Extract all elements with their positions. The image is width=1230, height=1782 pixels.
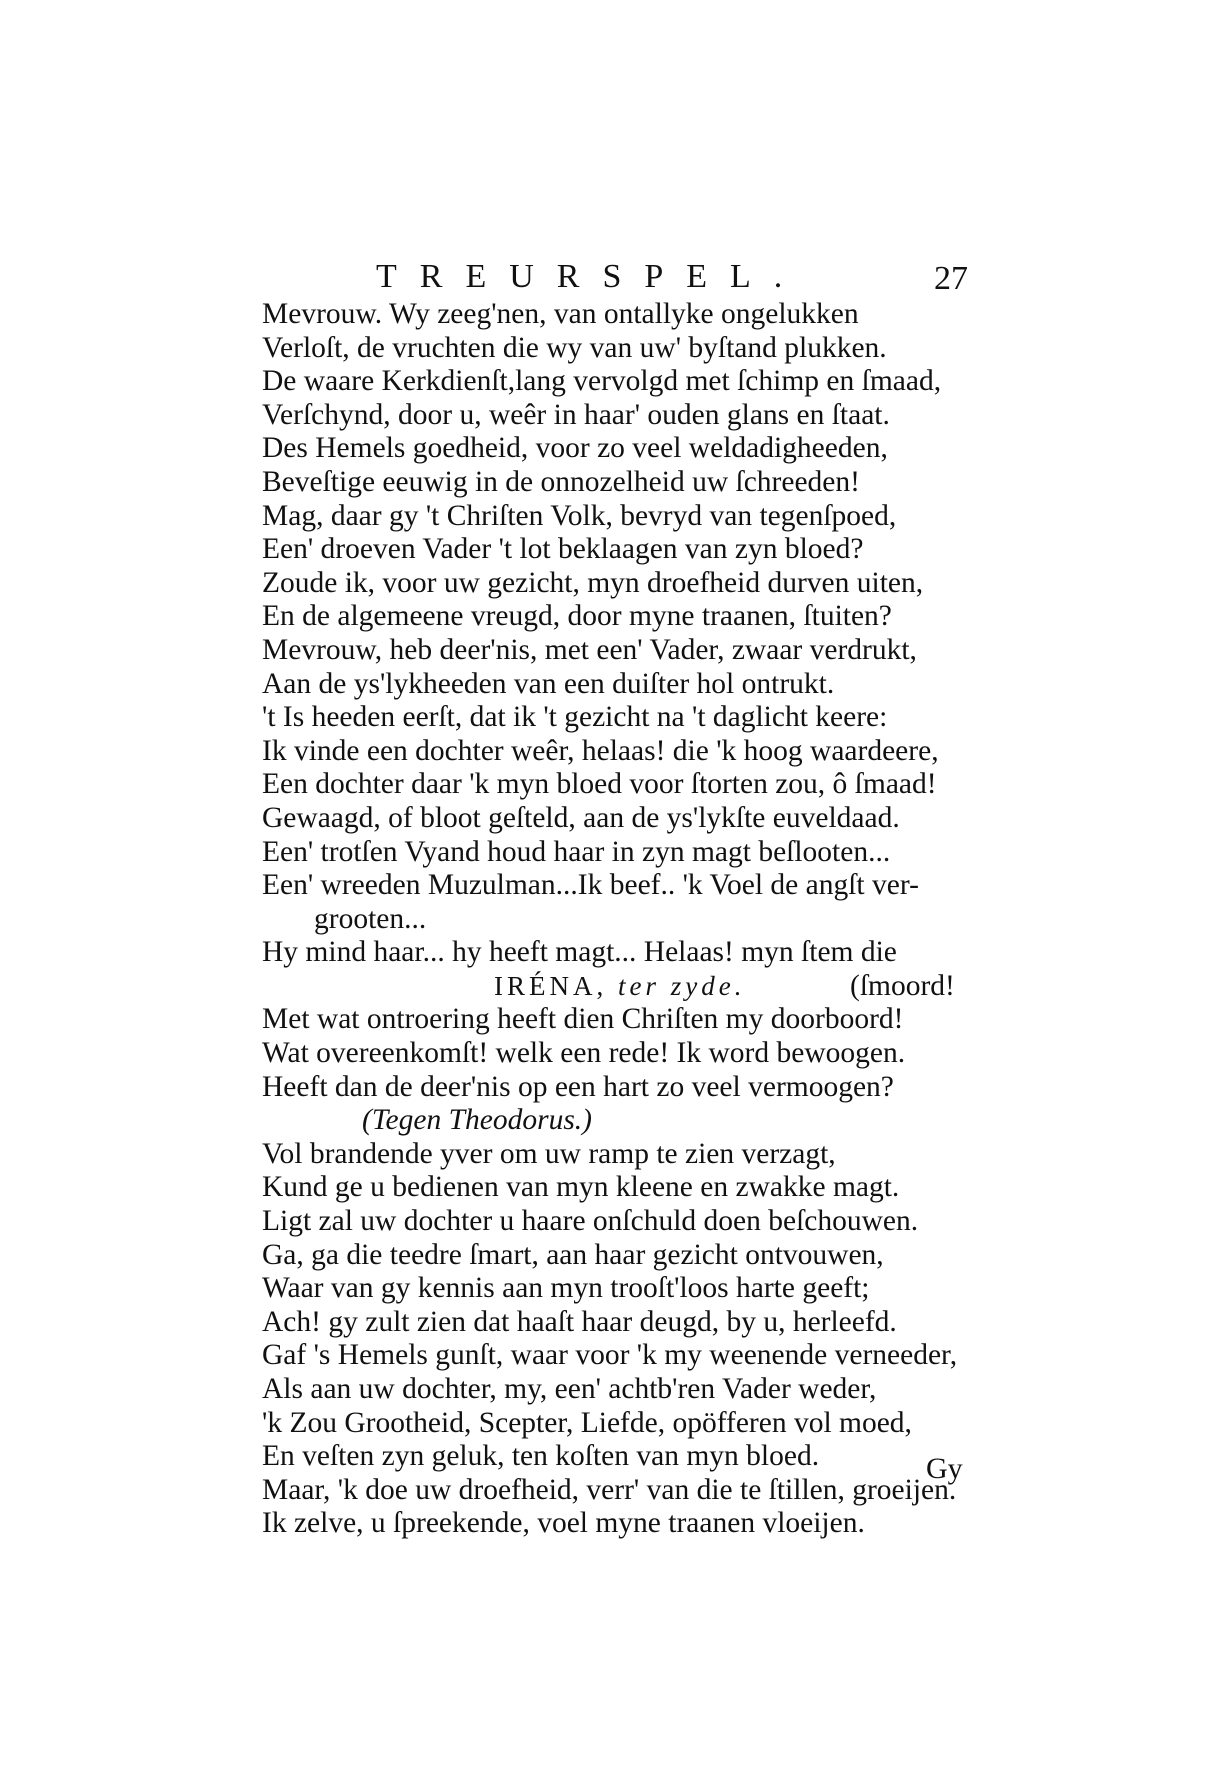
verse-line: Maar, 'k doe uw droefheid, verr' van die te ſtillen, groeijen. <box>262 1473 957 1506</box>
verse-line: Een dochter daar 'k myn bloed voor ſtorten zou, ô ſmaad! <box>262 768 937 801</box>
verse-line: Mevrouw. Wy zeeg'nen, van ontallyke ongelukken <box>262 298 859 330</box>
verse-line: 'k Zou Grootheid, Scepter, Liefde, opöfferen vol moed, <box>262 1406 912 1439</box>
verse-line: Een' trotſen Vyand houd haar in zyn magt beſlooten... <box>262 835 891 868</box>
stage-direction: (Tegen Theodorus.) <box>362 1104 592 1137</box>
catchword: Gy <box>926 1452 963 1485</box>
verse-line: Beveſtige eeuwig in de onnozelheid uw ſchreeden! <box>262 465 860 498</box>
verse-text <box>262 298 982 1541</box>
verse-line: Mevrouw, heb deer'nis, met een' Vader, zwaar verdrukt, <box>262 633 917 666</box>
verse-line: Ik vinde een dochter weêr, helaas! die 'k hoog waardeere, <box>262 734 939 767</box>
running-title: TREURSPEL. <box>376 258 806 295</box>
verse-line: Mag, daar gy 't Chriſten Volk, bevryd van tegenſpoed, <box>262 499 897 532</box>
verse-line: Ligt zal uw dochter u haare onſchuld doen beſchouwen. <box>262 1205 919 1238</box>
verse-line: En de algemeene vreugd, door myne traanen, ſtuiten? <box>262 600 892 633</box>
verse-line: Heeft dan de deer'nis op een hart zo veel vermoogen? <box>262 1070 894 1103</box>
speaker-line <box>262 970 982 1004</box>
verse-line: Waar van gy kennis aan myn trooſt'loos harte geeft; <box>262 1272 870 1305</box>
verse-line: Gaf 's Hemels gunſt, waar voor 'k my weenende verneeder, <box>262 1339 958 1372</box>
verse-line: Zoude ik, voor uw gezicht, myn droefheid durven uiten, <box>262 566 924 599</box>
verse-line: Ik zelve, u ſpreekende, voel myne traanen vloeijen. <box>262 1507 865 1540</box>
speaker-direction: ter zyde. <box>618 970 746 1001</box>
verse-line: Ga, ga die teedre ſmart, aan haar gezicht ontvouwen, <box>262 1238 884 1271</box>
verse-line: Een' wreeden Muzulman...Ik beef.. 'k Voel de angſt ver- <box>262 869 919 902</box>
running-header <box>376 254 968 300</box>
page-number: 27 <box>934 260 968 297</box>
verse-line: En veſten zyn geluk, ten koſten van myn bloed. <box>262 1440 820 1473</box>
turnover-word: (ſmoord! <box>850 969 955 1002</box>
verse-line: 't Is heeden eerſt, dat ik 't gezicht na 't daglicht keere: <box>262 701 888 734</box>
verse-line: Wat overeenkomſt! welk een rede! Ik word bewoogen. <box>262 1037 906 1070</box>
verse-line: Kund ge u bedienen van myn kleene en zwakke magt. <box>262 1171 900 1204</box>
verse-line: Met wat ontroering heeft dien Chriſten my doorboord! <box>262 1003 904 1036</box>
verse-line: Een' droeven Vader 't lot beklaagen van zyn bloed? <box>262 533 864 566</box>
verse-line: Ach! gy zult zien dat haaſt haar deugd, by u, herleefd. <box>262 1305 897 1338</box>
verse-line: De waare Kerkdienſt,lang vervolgd met ſchimp en ſmaad, <box>262 365 942 398</box>
verse-line: Des Hemels goedheid, voor zo veel weldadigheeden, <box>262 432 888 465</box>
verse-line: Gewaagd, of bloot geſteld, aan de ys'lykſte euveldaad. <box>262 801 900 834</box>
stage-direction-line <box>262 1104 982 1138</box>
speaker-heading <box>494 970 745 1004</box>
speaker-name: IRÉNA, <box>494 970 608 1001</box>
verse-line: Hy mind haar... hy heeft magt... Helaas! myn ſtem die <box>262 936 897 969</box>
verse-line: Als aan uw dochter, my, een' achtb'ren Vader weder, <box>262 1373 877 1405</box>
verse-line: Verloſt, de vruchten die wy van uw' byſtand plukken. <box>262 331 887 364</box>
verse-line: Aan de ys'lykheeden van een duiſter hol ontrukt. <box>262 667 835 700</box>
verse-line: Verſchynd, door u, weêr in haar' ouden glans en ſtaat. <box>262 398 890 431</box>
verse-line: Vol brandende yver om uw ramp te zien verzagt, <box>262 1137 836 1170</box>
continuation-line: grooten... <box>314 902 427 935</box>
